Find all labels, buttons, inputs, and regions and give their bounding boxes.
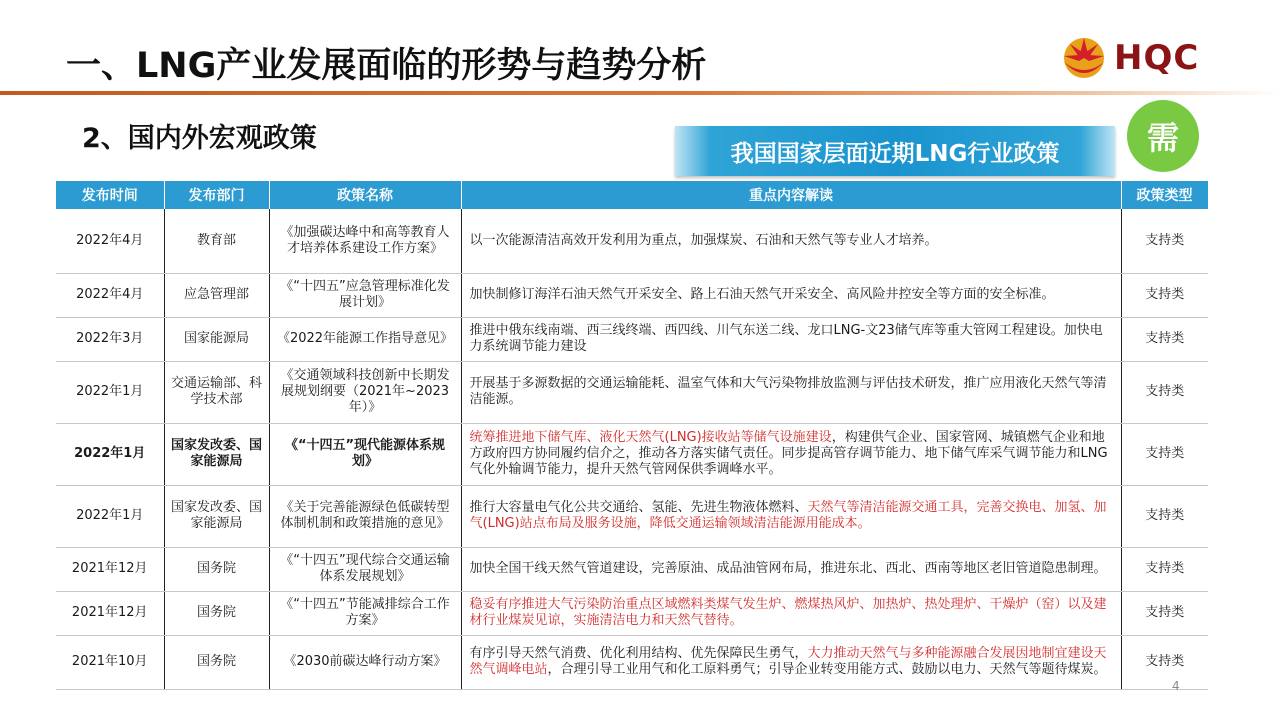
header-divider <box>0 91 1280 95</box>
cell-type: 支持类 <box>1121 209 1208 273</box>
cell-content <box>461 591 1121 635</box>
cell-content <box>461 209 1121 273</box>
cell-date: 2022年1月 <box>56 361 164 423</box>
cell-content <box>461 485 1121 547</box>
logo-text: HQC <box>1114 38 1200 78</box>
cell-content <box>461 423 1121 485</box>
cell-policy: 《2022年能源工作指导意见》 <box>269 317 461 361</box>
cell-dept: 交通运输部、科学技术部 <box>164 361 269 423</box>
table-row <box>56 423 1208 485</box>
cell-type: 支持类 <box>1121 635 1208 689</box>
cell-policy: 《交通领域科技创新中长期发展规划纲要（2021年~2023年）》 <box>269 361 461 423</box>
table-row <box>56 361 1208 423</box>
content-highlight: 天然气等清洁能源交通工具，完善交换电、加氢、加气(LNG)站点布局及服务设施，降低交通运输领域清洁能源用能成本。 <box>469 500 1107 531</box>
content-highlight: 稳妥有序推进大气污染防治重点区域燃料类煤气发生炉、燃煤热风炉、加热炉、热处理炉、干燥炉（窑）以及建材行业煤炭见谅，实施清洁电力和天然气替待。 <box>469 597 1107 628</box>
cell-dept: 国家能源局 <box>164 317 269 361</box>
header-dept: 发布部门 <box>164 181 269 209</box>
content-tail: ，构建供气企业、国家管网、城镇燃气企业和地方政府四方协同履约信介之，推动各方落实储气责任。同步提高管存调节能力、地下储气库采气调节能力和LNG气化外输调节能力，提升天然气管网保供季调峰水平。 <box>469 430 1108 477</box>
cell-date: 2022年3月 <box>56 317 164 361</box>
cell-date: 2021年12月 <box>56 591 164 635</box>
cell-date: 2022年1月 <box>56 423 164 485</box>
cell-dept: 国家发改委、国家能源局 <box>164 423 269 485</box>
header-type: 政策类型 <box>1121 181 1208 209</box>
cell-date: 2022年4月 <box>56 273 164 317</box>
cell-date: 2022年1月 <box>56 485 164 547</box>
content-highlight: 统筹推进地下储气库、液化天然气(LNG)接收站等储气设施建设 <box>469 430 832 445</box>
cell-type: 支持类 <box>1121 485 1208 547</box>
cell-policy: 《“十四五”应急管理标准化发展计划》 <box>269 273 461 317</box>
table-row <box>56 635 1208 689</box>
table-row <box>56 273 1208 317</box>
cell-dept: 国务院 <box>164 591 269 635</box>
page-title: 一、LNG产业发展面临的形势与趋势分析 <box>66 46 707 86</box>
cell-type: 支持类 <box>1121 361 1208 423</box>
cell-type: 支持类 <box>1121 273 1208 317</box>
cell-policy: 《“十四五”现代能源体系规划》 <box>269 423 461 485</box>
table-row <box>56 591 1208 635</box>
content-text: 有序引导天然气消费、优化利用结构、优先保障民生勇气， <box>469 646 808 661</box>
cell-policy: 《2030前碳达峰行动方案》 <box>269 635 461 689</box>
page-number: 4 <box>1172 679 1180 693</box>
cell-dept: 教育部 <box>164 209 269 273</box>
demand-badge: 需 <box>1127 100 1199 172</box>
cell-content <box>461 635 1121 689</box>
cell-date: 2022年4月 <box>56 209 164 273</box>
header-date: 发布时间 <box>56 181 164 209</box>
header-policy: 政策名称 <box>269 181 461 209</box>
section-subtitle: 2、国内外宏观政策 <box>82 123 317 154</box>
content-text: 推行大容量电气化公共交通给、氢能、先进生物液体燃料、 <box>469 500 808 515</box>
cell-date: 2021年10月 <box>56 635 164 689</box>
cell-policy: 《关于完善能源绿色低碳转型体制机制和政策措施的意见》 <box>269 485 461 547</box>
policy-table <box>56 181 1209 690</box>
cell-type: 支持类 <box>1121 317 1208 361</box>
content-highlight: 大力推动天然气与多种能源融合发展因地制宜建设天然气调峰电站 <box>469 646 1107 677</box>
cell-dept: 国务院 <box>164 547 269 591</box>
header-content: 重点内容解读 <box>461 181 1121 209</box>
cell-content <box>461 273 1121 317</box>
cell-policy: 《加强碳达峰中和高等教育人才培养体系建设工作方案》 <box>269 209 461 273</box>
content-text: 开展基于多源数据的交通运输能耗、温室气体和大气污染物排放监测与评估技术研发，推广应用液化天然气等清洁能源。 <box>469 376 1107 407</box>
cell-type: 支持类 <box>1121 591 1208 635</box>
table-row <box>56 485 1208 547</box>
policy-banner: 我国国家层面近期LNG行业政策 <box>675 126 1115 176</box>
table-row <box>56 209 1208 273</box>
cell-content <box>461 317 1121 361</box>
flame-logo-icon <box>1064 38 1104 78</box>
table-row <box>56 317 1208 361</box>
table-row <box>56 547 1208 591</box>
cell-dept: 应急管理部 <box>164 273 269 317</box>
content-tail: ，合理引导工业用气和化工原料勇气；引导企业转变用能方式、鼓励以电力、天然气等题待煤炭。 <box>547 662 1107 677</box>
content-text: 加快全国干线天然气管道建设，完善原油、成品油管网布局，推进东北、西北、西南等地区老旧管道隐患制理。 <box>469 561 1107 576</box>
content-text: 以一次能源清洁高效开发利用为重点，加强煤炭、石油和天然气等专业人才培养。 <box>469 232 938 248</box>
content-text: 加快制修订海洋石油天然气开采安全、路上石油天然气开采安全、高风险井控安全等方面的安全标准。 <box>469 287 1055 302</box>
table-header-row <box>56 181 1208 209</box>
cell-policy: 《“十四五”现代综合交通运输体系发展规划》 <box>269 547 461 591</box>
cell-dept: 国家发改委、国家能源局 <box>164 485 269 547</box>
cell-dept: 国务院 <box>164 635 269 689</box>
cell-type: 支持类 <box>1121 423 1208 485</box>
cell-type: 支持类 <box>1121 547 1208 591</box>
cell-date: 2021年12月 <box>56 547 164 591</box>
cell-policy: 《“十四五”节能减排综合工作方案》 <box>269 591 461 635</box>
cell-content <box>461 361 1121 423</box>
content-text: 推进中俄东线南端、西三线终端、西四线、川气东送二线、龙口LNG-文23储气库等重大管网工程建设。加快电力系统调节能力建设 <box>469 323 1103 354</box>
cell-content <box>461 547 1121 591</box>
